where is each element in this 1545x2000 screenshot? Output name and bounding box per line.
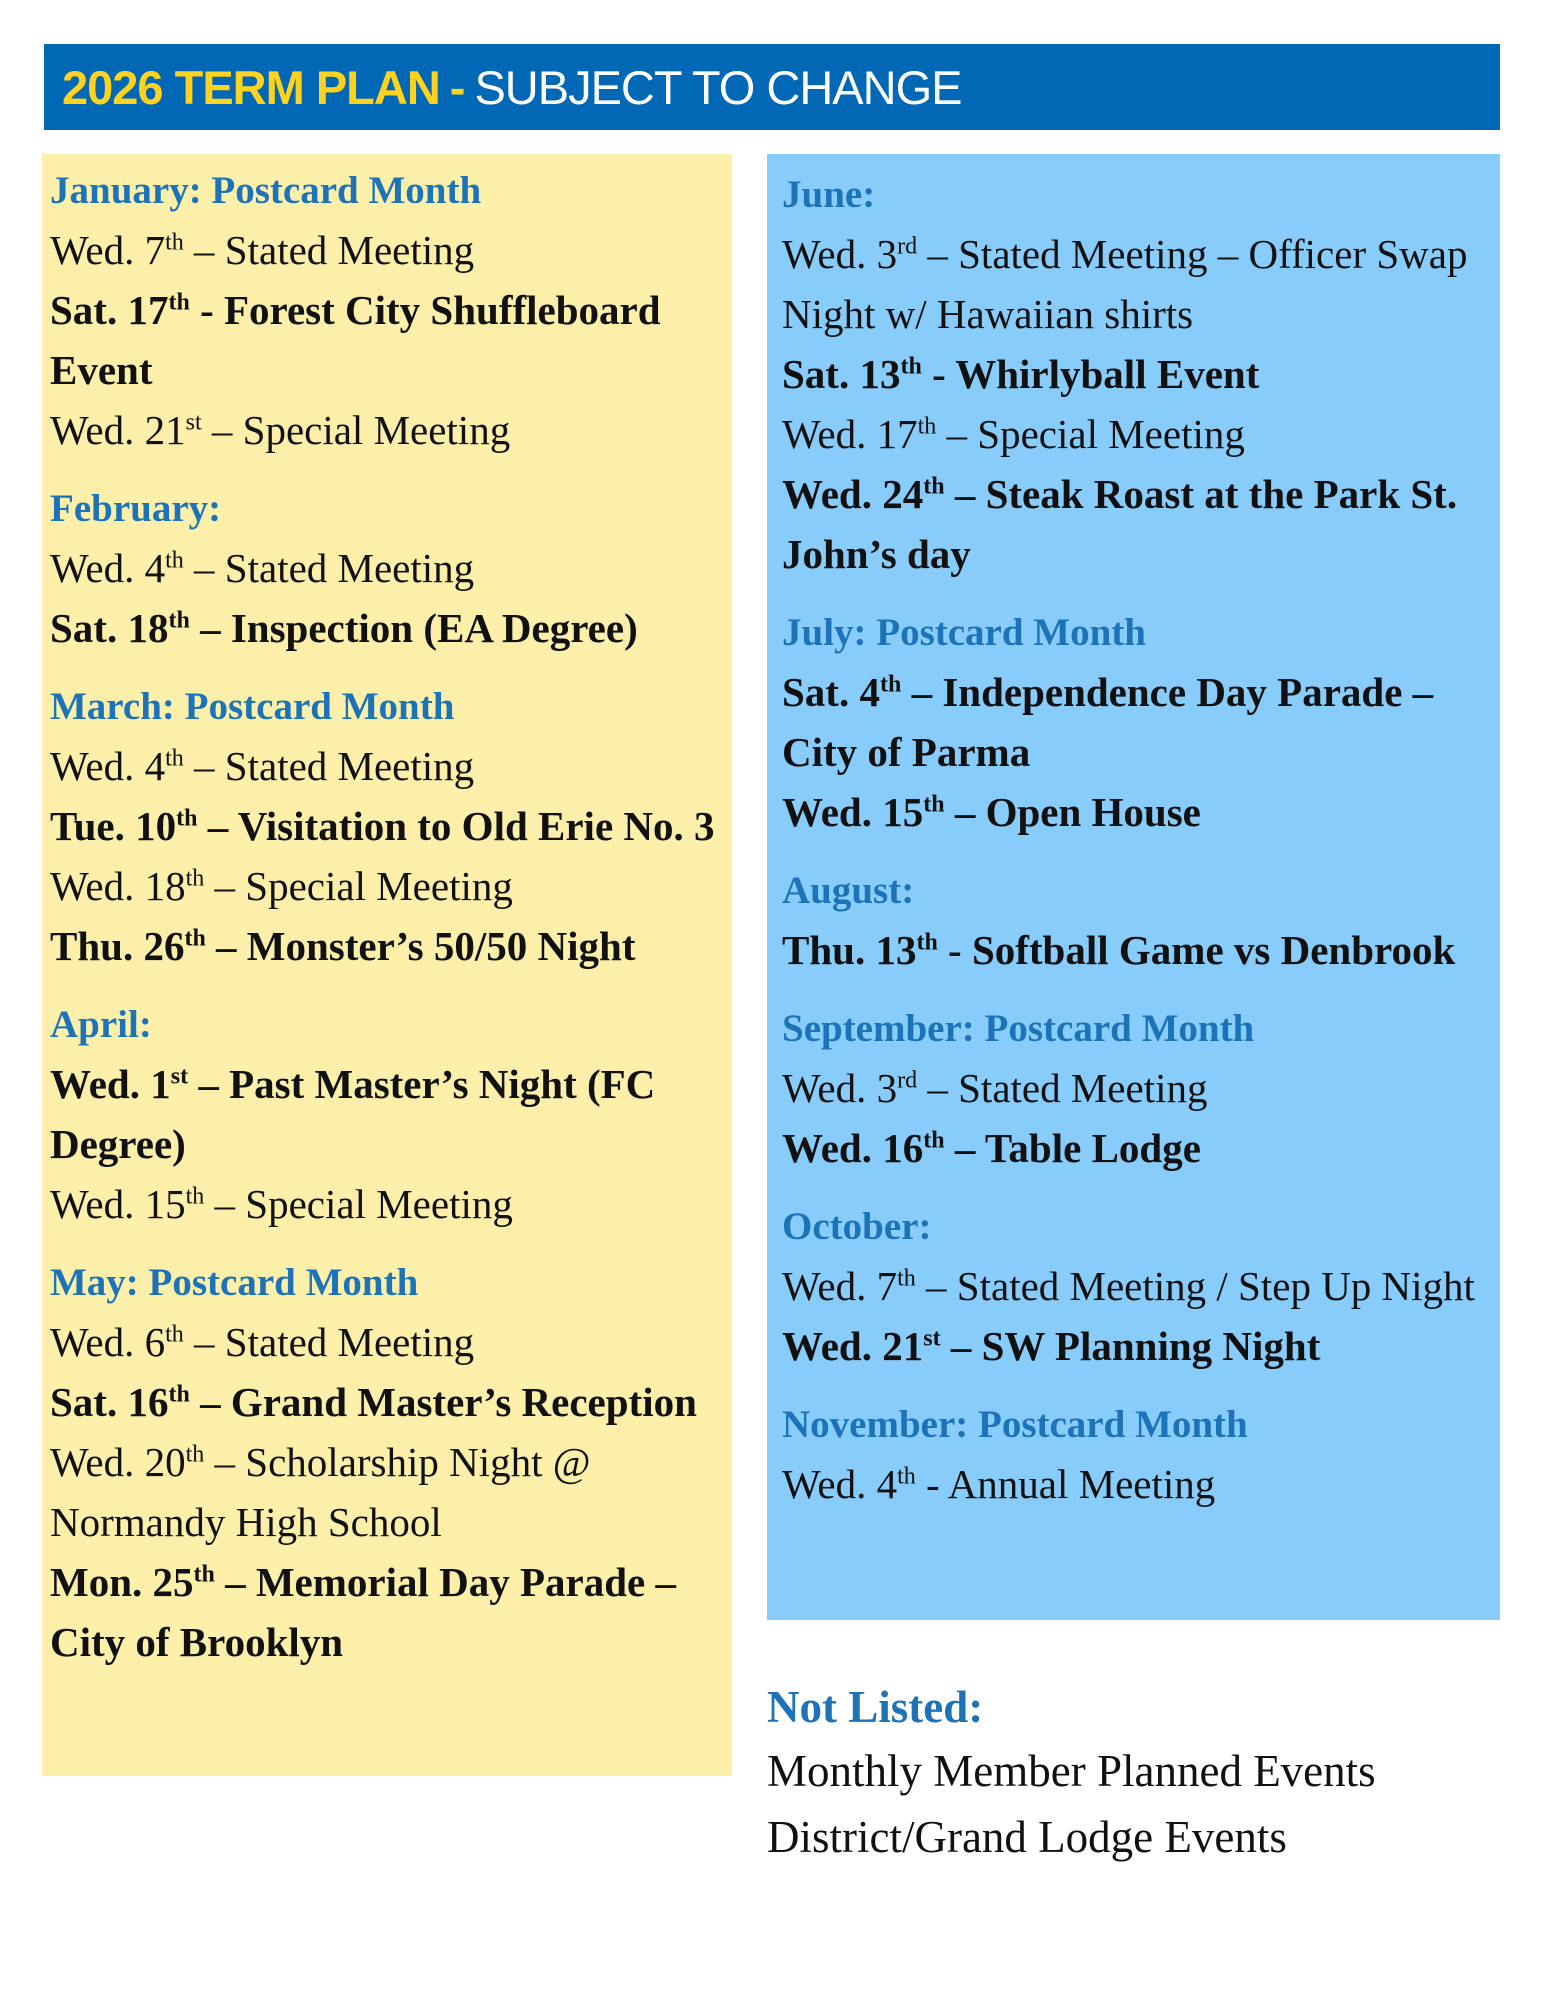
event-description: – Grand Master’s Reception — [189, 1379, 697, 1425]
event-date-suffix: rd — [897, 233, 918, 260]
event-description: – Stated Meeting — [183, 227, 475, 273]
event-item — [782, 662, 1500, 782]
title-term-plan: 2026 TERM PLAN — [62, 60, 440, 114]
event-description: – Memorial Day Parade – City of Brooklyn — [50, 1559, 676, 1665]
event-date-suffix: th — [879, 671, 902, 698]
title-subject-to-change: SUBJECT TO CHANGE — [474, 60, 962, 114]
event-description: – Stated Meeting – Officer Swap Night w/ Hawaiian shirts — [782, 231, 1468, 337]
event-description: - Whirlyball Event — [921, 351, 1260, 397]
event-item — [50, 1552, 732, 1672]
event-description: – Past Master’s Night (FC Degree) — [50, 1061, 656, 1167]
event-item — [50, 916, 732, 976]
event-description: – Stated Meeting — [183, 1319, 475, 1365]
event-date-suffix: th — [900, 353, 922, 380]
month-block — [50, 678, 732, 976]
event-item — [50, 1174, 732, 1234]
event-description: – Inspection (EA Degree) — [189, 605, 638, 651]
event-date: Thu. 13 — [782, 927, 917, 973]
event-date-suffix: th — [185, 1441, 205, 1468]
event-item — [50, 598, 732, 658]
not-listed-line: District/Grand Lodge Events — [767, 1812, 1287, 1862]
event-item — [782, 464, 1500, 584]
event-date: Sat. 16 — [50, 1379, 169, 1425]
event-description: – Special Meeting — [201, 407, 511, 453]
month-heading: January: Postcard Month — [50, 169, 482, 212]
event-item — [50, 796, 732, 856]
event-date-suffix: st — [170, 1063, 189, 1090]
event-date-suffix: th — [165, 547, 184, 574]
event-date: Wed. 3 — [782, 1065, 898, 1111]
event-date-suffix: th — [176, 805, 198, 832]
event-description: – Special Meeting — [204, 1181, 513, 1227]
month-block — [782, 1396, 1500, 1514]
event-date-suffix: th — [168, 289, 190, 316]
event-date: Wed. 4 — [50, 743, 166, 789]
event-date: Wed. 6 — [50, 1319, 166, 1365]
event-date-suffix: th — [923, 1127, 945, 1154]
event-item — [50, 1054, 732, 1174]
month-block — [782, 604, 1500, 842]
event-date: Wed. 16 — [782, 1125, 924, 1171]
calendar-panel-jan-may — [42, 154, 732, 1776]
month-block — [50, 1254, 732, 1672]
event-description: – SW Planning Night — [940, 1323, 1321, 1369]
event-item — [782, 224, 1500, 344]
event-item — [50, 220, 732, 280]
event-item — [50, 538, 732, 598]
event-date: Tue. 10 — [50, 803, 177, 849]
page-title-banner — [44, 44, 1500, 130]
event-date-suffix: th — [185, 865, 205, 892]
event-item — [782, 1316, 1500, 1376]
month-block — [50, 162, 732, 460]
month-block — [50, 996, 732, 1234]
month-block — [50, 480, 732, 658]
event-description: - Softball Game vs Denbrook — [937, 927, 1456, 973]
event-date: Wed. 7 — [782, 1263, 898, 1309]
event-date: Sat. 17 — [50, 287, 169, 333]
event-date: Wed. 3 — [782, 231, 898, 277]
event-item — [782, 920, 1500, 980]
event-date-suffix: th — [916, 929, 938, 956]
event-date: Wed. 24 — [782, 471, 924, 517]
title-separator: - — [449, 60, 465, 114]
event-description: – Special Meeting — [204, 863, 513, 909]
event-date-suffix: th — [193, 1561, 215, 1588]
month-heading: March: Postcard Month — [50, 685, 455, 728]
event-item — [50, 1312, 732, 1372]
event-item — [50, 736, 732, 796]
event-date-suffix: th — [168, 607, 190, 634]
event-date: Wed. 15 — [50, 1181, 186, 1227]
not-listed-title: Not Listed: — [767, 1682, 984, 1732]
event-date: Wed. 7 — [50, 227, 166, 273]
event-description: – Independence Day Parade – City of Parma — [782, 669, 1434, 775]
event-date: Wed. 17 — [782, 411, 918, 457]
calendar-panel-jun-nov — [767, 154, 1500, 1620]
event-date-suffix: th — [165, 1321, 184, 1348]
event-date: Wed. 4 — [50, 545, 166, 591]
event-date: Thu. 26 — [50, 923, 185, 969]
event-date: Wed. 20 — [50, 1439, 186, 1485]
event-item — [782, 1256, 1500, 1316]
event-item — [782, 1118, 1500, 1178]
event-description: – Monster’s 50/50 Night — [205, 923, 636, 969]
month-block — [782, 862, 1500, 980]
event-description: – Stated Meeting — [183, 743, 475, 789]
event-item — [50, 856, 732, 916]
event-description: – Stated Meeting — [917, 1065, 1208, 1111]
month-heading: May: Postcard Month — [50, 1261, 419, 1304]
event-date-suffix: th — [897, 1463, 916, 1490]
event-description: – Special Meeting — [936, 411, 1245, 457]
month-heading: October: — [782, 1205, 932, 1248]
event-date: Sat. 13 — [782, 351, 901, 397]
event-date: Sat. 18 — [50, 605, 169, 651]
event-date-suffix: st — [923, 1325, 941, 1352]
event-date-suffix: th — [897, 1265, 916, 1292]
month-heading: September: Postcard Month — [782, 1007, 1255, 1050]
event-date-suffix: th — [923, 473, 945, 500]
month-heading: February: — [50, 487, 222, 530]
event-description: - Forest City Shuffleboard Event — [50, 287, 661, 393]
month-heading: August: — [782, 869, 915, 912]
month-heading: November: Postcard Month — [782, 1403, 1248, 1446]
event-date-suffix: st — [185, 409, 202, 436]
event-description: – Steak Roast at the Park St. John’s day — [782, 471, 1458, 577]
event-date-suffix: rd — [897, 1067, 918, 1094]
event-item — [782, 404, 1500, 464]
month-block — [782, 166, 1500, 584]
event-date-suffix: th — [184, 925, 206, 952]
event-item — [782, 1058, 1500, 1118]
event-description: – Table Lodge — [944, 1125, 1201, 1171]
not-listed-section — [767, 1676, 1507, 1870]
event-item — [782, 782, 1500, 842]
event-date: Wed. 21 — [50, 407, 186, 453]
month-block — [782, 1000, 1500, 1178]
event-date: Mon. 25 — [50, 1559, 194, 1605]
event-date-suffix: th — [917, 413, 937, 440]
event-description: – Stated Meeting — [183, 545, 475, 591]
event-item — [782, 1454, 1500, 1514]
month-heading: July: Postcard Month — [782, 611, 1146, 654]
event-description: – Scholarship Night @ Normandy High School — [50, 1439, 591, 1545]
event-item — [782, 344, 1500, 404]
month-heading: June: — [782, 173, 876, 216]
event-date-suffix: th — [165, 229, 184, 256]
event-date: Wed. 15 — [782, 789, 924, 835]
event-item — [50, 1432, 732, 1552]
event-date: Wed. 18 — [50, 863, 186, 909]
event-date: Wed. 1 — [50, 1061, 171, 1107]
event-description: – Stated Meeting / Step Up Night — [915, 1263, 1475, 1309]
event-item — [50, 280, 732, 400]
event-date-suffix: th — [168, 1381, 190, 1408]
event-date: Wed. 21 — [782, 1323, 924, 1369]
event-date: Sat. 4 — [782, 669, 880, 715]
event-description: – Visitation to Old Erie No. 3 — [197, 803, 715, 849]
event-description: - Annual Meeting — [915, 1461, 1216, 1507]
month-block — [782, 1198, 1500, 1376]
event-date-suffix: th — [923, 791, 945, 818]
event-description: – Open House — [944, 789, 1201, 835]
event-date-suffix: th — [185, 1183, 205, 1210]
event-item — [50, 1372, 732, 1432]
event-item — [50, 400, 732, 460]
event-date: Wed. 4 — [782, 1461, 898, 1507]
month-heading: April: — [50, 1003, 152, 1046]
event-date-suffix: th — [165, 745, 184, 772]
not-listed-line: Monthly Member Planned Events — [767, 1746, 1376, 1796]
